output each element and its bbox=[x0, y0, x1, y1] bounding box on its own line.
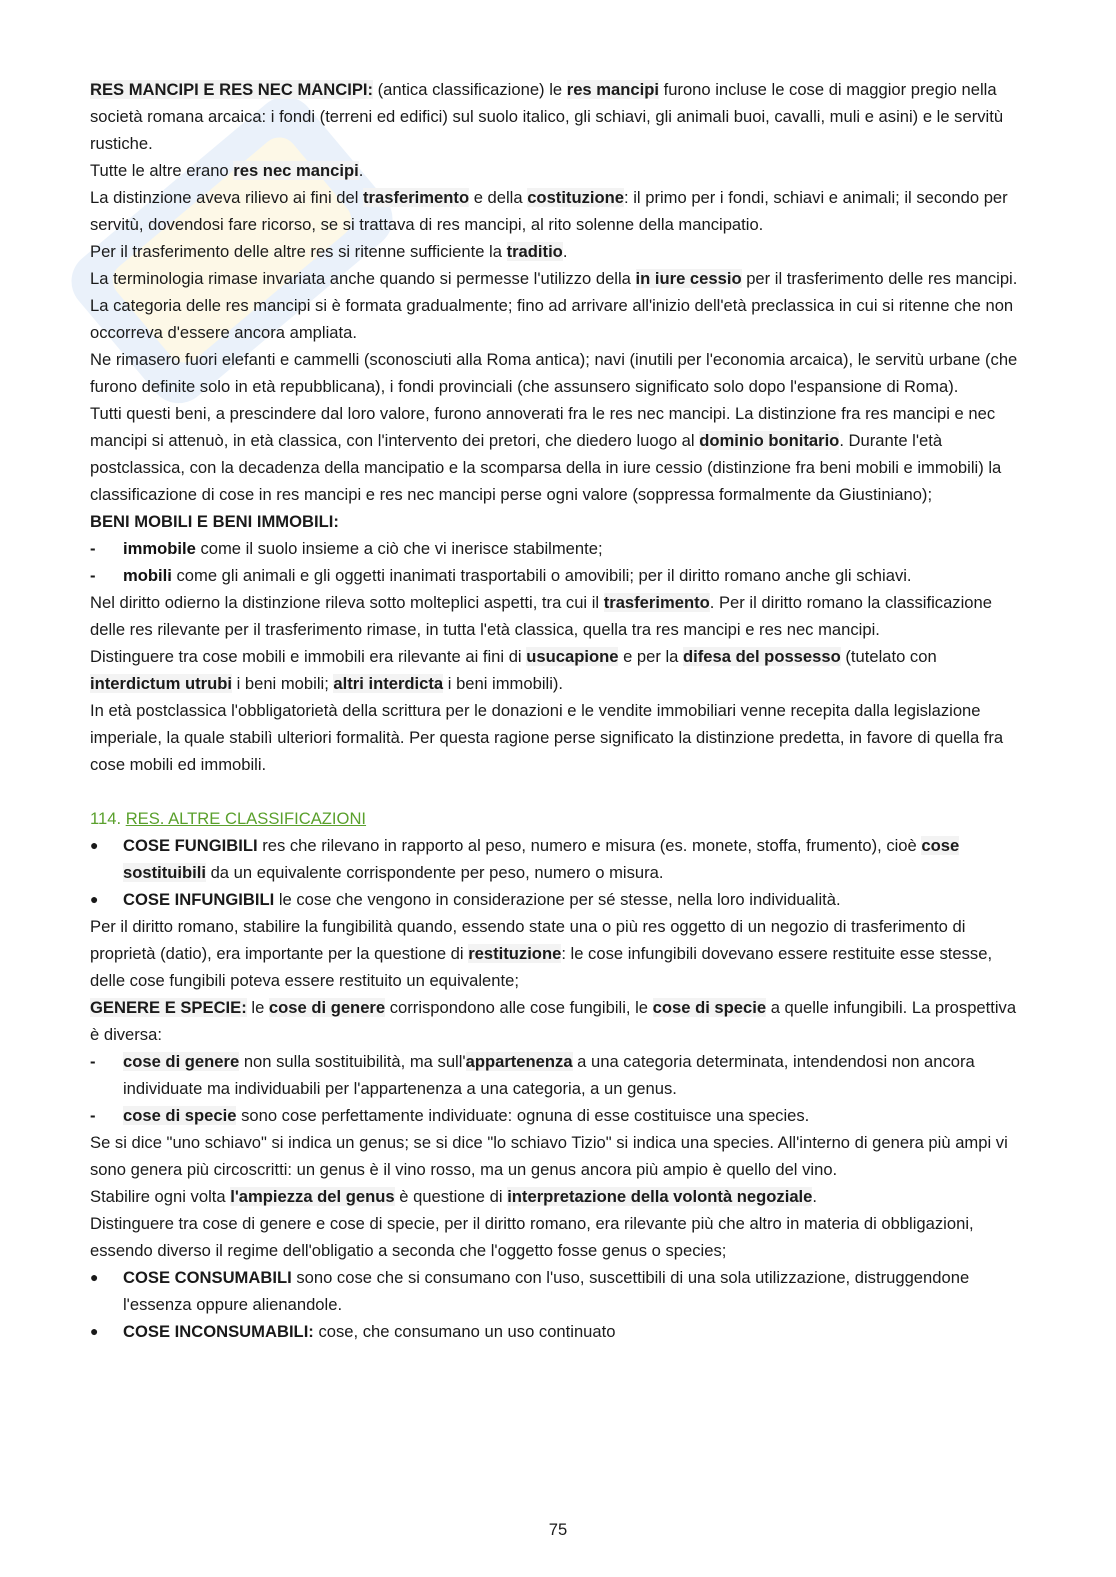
keyword: altri interdicta bbox=[333, 674, 444, 693]
keyword: usucapione bbox=[526, 647, 619, 666]
keyword: in iure cessio bbox=[635, 269, 742, 288]
heading-beni-mobili: BENI MOBILI E BENI IMMOBILI: bbox=[90, 512, 339, 531]
bullet-icon: ● bbox=[90, 891, 99, 907]
dash-marker: - bbox=[90, 1106, 96, 1125]
keyword: dominio bonitario bbox=[699, 431, 840, 450]
paragraph-res-mancipi: RES MANCIPI E RES NEC MANCIPI: (antica classificazione) le res mancipi furono incluse le cose di maggior pregio nella società romana arcaica: i fondi (terreni ed edifici) sul suolo italico, gli schiavi, gli animali buoi, cavalli, muli e asini) e le servitù rustiche. bbox=[90, 80, 1004, 153]
keyword: restituzione bbox=[468, 944, 562, 963]
paragraph: Tutti questi beni, a prescindere dal loro valore, furono annoverati fra le res nec mancipi. La distinzione fra res mancipi e nec mancipi si attenuò, in età classica, con l'intervento dei pretori, che diedero luogo al dominio bonitario. Durante l'età postclassica, con la decadenza della mancipatio e la scomparsa della in iure cessio (distinzione fra beni mobili e immobili) la classificazione di cose in res mancipi e res nec mancipi perse ogni valore (soppressa formalmente da Giustiniano); bbox=[90, 404, 1002, 504]
paragraph: Per il trasferimento delle altre res si ritenne sufficiente la traditio. bbox=[90, 242, 568, 261]
keyword: immobile bbox=[123, 539, 196, 558]
keyword: l'ampiezza del genus bbox=[230, 1187, 395, 1206]
paragraph: La categoria delle res mancipi si è formata gradualmente; fino ad arrivare all'inizio dell'età preclassica in cui si ritenne che non occorreva d'essere ancora ampliata. bbox=[90, 296, 1014, 342]
page-number: 75 bbox=[548, 1520, 568, 1539]
keyword: interpretazione della volontà negoziale bbox=[507, 1187, 813, 1206]
keyword: trasferimento bbox=[363, 188, 470, 207]
list-item: - mobili come gli animali e gli oggetti inanimati trasportabili o amovibili; per il diritto romano anche gli schiavi. bbox=[90, 562, 1025, 589]
keyword: mobili bbox=[123, 566, 172, 585]
keyword: traditio bbox=[506, 242, 563, 261]
heading-genere-specie: GENERE E SPECIE: bbox=[90, 998, 247, 1017]
keyword: res nec mancipi bbox=[233, 161, 359, 180]
keyword: COSE INFUNGIBILI bbox=[123, 890, 275, 909]
keyword: costituzione bbox=[527, 188, 625, 207]
keyword: difesa del possesso bbox=[683, 647, 841, 666]
paragraph: In età postclassica l'obbligatorietà della scrittura per le donazioni e le vendite immobiliari venne recepita dalla legislazione imperiale, la quale stabilì ulteriori formalità. Per questa ragione perse significato la distinzione predetta, in favore di quella fra cose mobili ed immobili. bbox=[90, 701, 1004, 774]
bullet-icon: ● bbox=[90, 1269, 99, 1285]
keyword: cose di genere bbox=[123, 1052, 240, 1071]
list-item: - immobile come il suolo insieme a ciò che vi inerisce stabilmente; bbox=[90, 535, 1025, 562]
paragraph: GENERE E SPECIE: le cose di genere corrispondono alle cose fungibili, le cose di specie a quelle infungibili. La prospettiva è diversa: bbox=[90, 998, 1017, 1044]
bullet-icon: ● bbox=[90, 837, 99, 853]
keyword: res mancipi bbox=[566, 80, 659, 99]
heading-res-mancipi: RES MANCIPI E RES NEC MANCIPI: bbox=[90, 80, 374, 99]
keyword: appartenenza bbox=[465, 1052, 573, 1071]
paragraph: Se si dice "uno schiavo" si indica un genus; se si dice "lo schiavo Tizio" si indica una species. All'interno di genera più ampi vi sono genera più circoscritti: un genus è il vino rosso, ma un genus ancora più ampio è quello del vino. bbox=[90, 1133, 1008, 1179]
keyword: trasferimento bbox=[603, 593, 710, 612]
dash-marker: - bbox=[90, 539, 96, 558]
list-item: - cose di genere non sulla sostituibilità, ma sull'appartenenza a una categoria determinata, intendendosi non ancora individuate ma individuabili per l'appartenenza a una categoria, a un genus. bbox=[90, 1048, 1025, 1102]
keyword: cose di specie bbox=[123, 1106, 237, 1125]
list-item: ● COSE INCONSUMABILI: cose, che consumano un uso continuato bbox=[90, 1318, 1025, 1345]
keyword: cose sostituibili bbox=[123, 836, 960, 882]
section-title-link[interactable]: RES. ALTRE CLASSIFICAZIONI bbox=[125, 809, 367, 828]
paragraph: La distinzione aveva rilievo ai fini del trasferimento e della costituzione: il primo per i fondi, schiavi e animali; il secondo per servitù, dovendosi fare ricorso, se si trattava di res mancipi, al rito solenne della mancipatio. bbox=[90, 188, 1008, 234]
keyword: cose di specie bbox=[652, 998, 767, 1017]
paragraph: Per il diritto romano, stabilire la fungibilità quando, essendo state una o più res oggetto di un negozio di trasferimento di proprietà (datio), era importante per la questione di restituzione: le cose infungibili dovevano essere restituite esse stesse, delle cose fungibili poteva essere restituito un equivalente; bbox=[90, 917, 993, 990]
paragraph: Distinguere tra cose di genere e cose di specie, per il diritto romano, era rilevante più che altro in materia di obbligazioni, essendo diverso il regime dell'obligatio a seconda che l'oggetto fosse genus o species; bbox=[90, 1214, 974, 1260]
dash-marker: - bbox=[90, 566, 96, 585]
keyword: COSE CONSUMABILI bbox=[123, 1268, 292, 1287]
keyword: COSE INCONSUMABILI: bbox=[123, 1322, 314, 1341]
list-item: ● COSE CONSUMABILI sono cose che si consumano con l'uso, suscettibili di una sola utilizzazione, distruggendone l'essenza oppure alienandole. bbox=[90, 1264, 1025, 1318]
document-page bbox=[90, 76, 1025, 1345]
paragraph: Ne rimasero fuori elefanti e cammelli (sconosciuti alla Roma antica); navi (inutili per l'economia arcaica), le servitù urbane (che furono definite solo in età repubblicana), i fondi provinciali (che assunsero significato solo dopo l'espansione di Roma). bbox=[90, 350, 1018, 396]
paragraph: Stabilire ogni volta l'ampiezza del genus è questione di interpretazione della volontà negoziale. bbox=[90, 1187, 818, 1206]
bullet-icon: ● bbox=[90, 1323, 99, 1339]
paragraph: Tutte le altre erano res nec mancipi. bbox=[90, 161, 364, 180]
keyword: cose di genere bbox=[268, 998, 386, 1017]
paragraph: La terminologia rimase invariata anche quando si permesse l'utilizzo della in iure cessio per il trasferimento delle res mancipi. bbox=[90, 269, 1018, 288]
paragraph: Nel diritto odierno la distinzione rileva sotto molteplici aspetti, tra cui il trasferimento. Per il diritto romano la classificazione delle res rilevante per il trasferimento rimase, in tutta l'età classica, quella tra res mancipi e res nec mancipi. bbox=[90, 593, 992, 639]
list-item: ● COSE FUNGIBILI res che rilevano in rapporto al peso, numero e misura (es. monete, stoffa, frumento), cioè cose sostituibili da un equivalente corrispondente per peso, numero o misura. bbox=[90, 832, 1025, 886]
paragraph: Distinguere tra cose mobili e immobili era rilevante ai fini di usucapione e per la difesa del possesso (tutelato con interdictum utrubi i beni mobili; altri interdicta i beni immobili). bbox=[90, 647, 937, 693]
list-item: ● COSE INFUNGIBILI le cose che vengono in considerazione per sé stesse, nella loro individualità. bbox=[90, 886, 1025, 913]
dash-marker: - bbox=[90, 1052, 96, 1071]
keyword: COSE FUNGIBILI bbox=[123, 836, 258, 855]
section-title: 114. RES. ALTRE CLASSIFICAZIONI bbox=[90, 809, 367, 828]
keyword: interdictum utrubi bbox=[90, 674, 232, 693]
list-item: - cose di specie sono cose perfettamente individuate: ognuna di esse costituisce una species. bbox=[90, 1102, 1025, 1129]
